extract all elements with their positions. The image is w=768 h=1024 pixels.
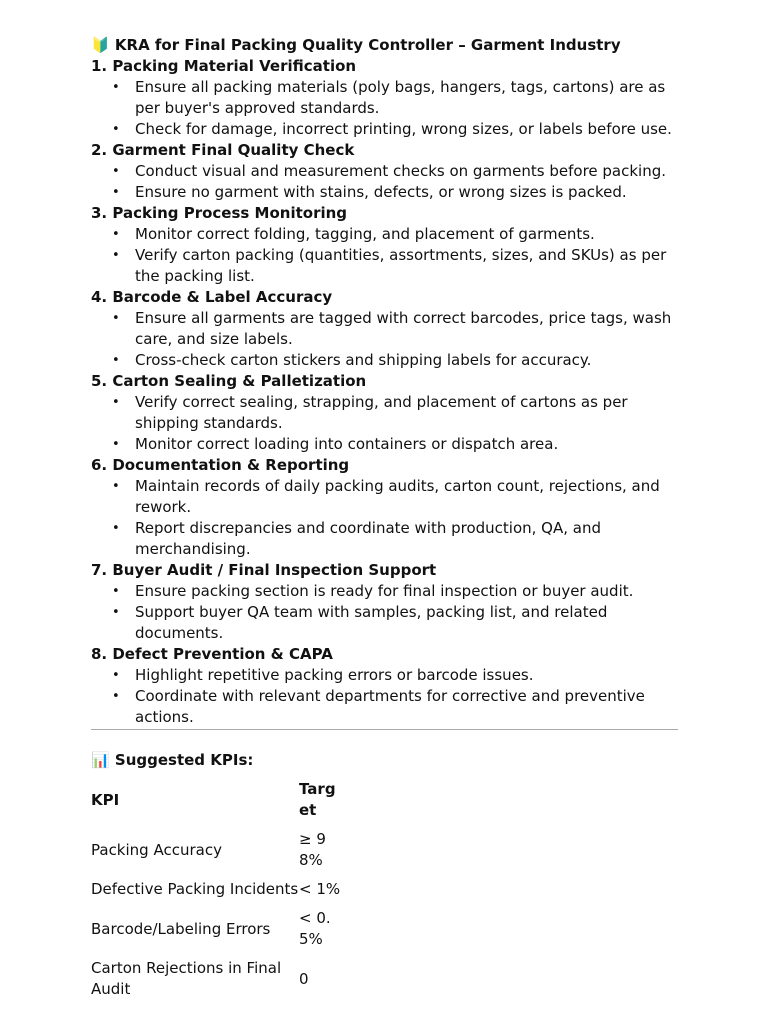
- kpi-cell: Defective Packing Incidents: [91, 880, 299, 898]
- section-title: 1. Packing Material Verification: [91, 57, 357, 75]
- kpi-cell: Barcode/Labeling Errors: [91, 919, 271, 938]
- section-8: [91, 644, 679, 728]
- document-title: 🔰 KRA for Final Packing Quality Controller – Garment Industry: [91, 36, 621, 54]
- column-header-target: Target: [299, 780, 336, 819]
- section-title: 2. Garment Final Quality Check: [91, 141, 355, 159]
- list-item: • Check for damage, incorrect printing, wrong sizes, or labels before use.: [135, 119, 679, 140]
- list-item: • Verify correct sealing, strapping, and placement of cartons as per shipping standards.: [135, 392, 679, 434]
- list-item: • Report discrepancies and coordinate with production, QA, and merchandising.: [135, 518, 679, 560]
- target-cell: 0: [299, 969, 309, 988]
- table-row: [91, 829, 343, 879]
- list-item: • Conduct visual and measurement checks on garments before packing.: [135, 161, 679, 182]
- list-item: • Support buyer QA team with samples, packing list, and related documents.: [135, 602, 679, 644]
- column-header-kpi: KPI: [91, 790, 120, 809]
- bullet-list: [91, 581, 679, 644]
- list-item: • Ensure packing section is ready for final inspection or buyer audit.: [135, 581, 679, 602]
- bullet-list: [91, 665, 679, 728]
- bullet-list: [91, 308, 679, 371]
- horizontal-divider: [91, 729, 678, 730]
- kpi-cell: Carton Rejections in Final Audit: [91, 959, 282, 998]
- document: [91, 35, 679, 1008]
- list-item: • Cross-check carton stickers and shipping labels for accuracy.: [135, 350, 679, 371]
- section-5: [91, 371, 679, 455]
- table-row: [91, 908, 343, 958]
- section-3: [91, 203, 679, 287]
- list-item: • Ensure all packing materials (poly bags, hangers, tags, cartons) are as per buyer's approved standards.: [135, 77, 679, 119]
- table-row: [91, 958, 343, 1008]
- table-header-row: [91, 779, 343, 829]
- section-title: 4. Barcode & Label Accuracy: [91, 288, 333, 306]
- section-6: [91, 455, 679, 560]
- target-cell: ≥ 98%: [299, 830, 326, 869]
- section-1: [91, 56, 679, 140]
- section-title: 8. Defect Prevention & CAPA: [91, 645, 333, 663]
- bullet-list: [91, 392, 679, 455]
- section-title: 6. Documentation & Reporting: [91, 456, 350, 474]
- target-cell: < 1%: [299, 880, 341, 898]
- list-item: • Ensure no garment with stains, defects, or wrong sizes is packed.: [135, 182, 679, 203]
- list-item: • Maintain records of daily packing audits, carton count, rejections, and rework.: [135, 476, 679, 518]
- kpi-cell: Packing Accuracy: [91, 840, 222, 859]
- list-item: • Coordinate with relevant departments for corrective and preventive actions.: [135, 686, 679, 728]
- target-cell: < 0.5%: [299, 909, 331, 948]
- kpi-table: [91, 779, 343, 1008]
- section-title: 3. Packing Process Monitoring: [91, 204, 348, 222]
- list-item: • Highlight repetitive packing errors or barcode issues.: [135, 665, 679, 686]
- bullet-list: [91, 77, 679, 140]
- section-title: 7. Buyer Audit / Final Inspection Support: [91, 561, 437, 579]
- kpi-section-title: 📊 Suggested KPIs:: [91, 751, 254, 769]
- bullet-list: [91, 161, 679, 203]
- list-item: • Ensure all garments are tagged with correct barcodes, price tags, wash care, and size labels.: [135, 308, 679, 350]
- table-row: [91, 879, 343, 908]
- list-item: • Monitor correct loading into containers or dispatch area.: [135, 434, 679, 455]
- list-item: • Verify carton packing (quantities, assortments, sizes, and SKUs) as per the packing list.: [135, 245, 679, 287]
- list-item: • Monitor correct folding, tagging, and placement of garments.: [135, 224, 679, 245]
- bullet-list: [91, 224, 679, 287]
- section-title: 5. Carton Sealing & Palletization: [91, 372, 367, 390]
- section-7: [91, 560, 679, 644]
- bullet-list: [91, 476, 679, 560]
- section-2: [91, 140, 679, 203]
- section-4: [91, 287, 679, 371]
